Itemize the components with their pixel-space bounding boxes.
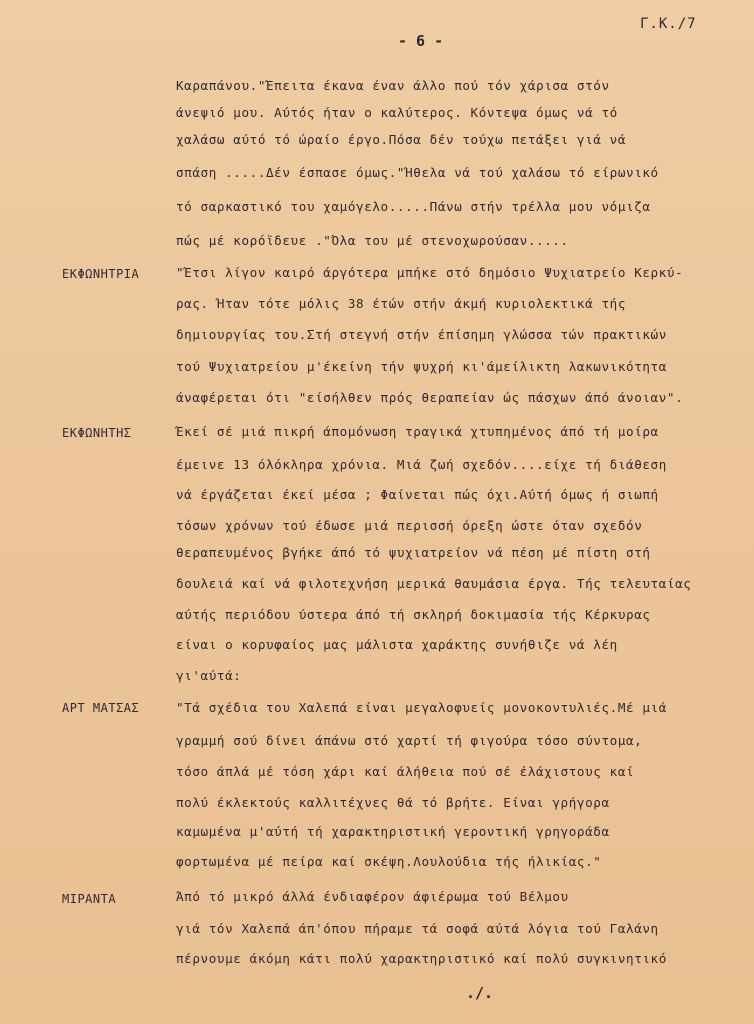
text-line: Καραπάνου."Έπειτα έκανα έναν άλλο πού τόν χάρισα στόν — [176, 78, 610, 93]
text-line: "Τά σχέδια του Χαλεπά είναι μεγαλοφυείς μονοκοντυλιές.Μέ μιά — [176, 700, 667, 715]
text-line: ρας. Ήταν τότε μόλις 38 έτών στήν άκμή κυριολεκτικά τής — [176, 296, 627, 311]
continuation-mark: ./. — [466, 984, 494, 1002]
text-line: τόσο άπλά μέ τόση χάρι καί άλήθεια πού σέ έλάχιστους καί — [176, 764, 635, 779]
text-line: φορτωμένα μέ πείρα καί σκέψη.Λουλούδια τής ήλικίας." — [176, 854, 602, 869]
text-line: πώς μέ κορόϊδευε ."Όλα του μέ στενοχωρούσαν..... — [176, 233, 569, 248]
document-reference: Γ.Κ./7 — [640, 16, 697, 32]
text-line: τόσων χρόνων τού έδωσε μιά περισσή όρεξη ώστε όταν σχεδόν — [176, 518, 643, 533]
text-line: άνεψιό μου. Αύτός ήταν ο καλύτερος. Κόντεψα όμως νά τό — [176, 105, 618, 120]
text-line: Έκεί σέ μιά πικρή άπομόνωση τραγικά χτυπημένος άπό τή μοίρα — [176, 424, 659, 439]
speaker-label: ΕΚΦΩΝΗΤΡΙΑ — [62, 267, 140, 281]
speaker-label: ΕΚΦΩΝΗΤΗΣ — [62, 426, 132, 440]
text-line: θεραπευμένος βγήκε άπό τό ψυχιατρείον νά πέση μέ πίστη στή — [176, 545, 651, 560]
text-line: δημιουργίας του.Στή στεγνή στήν έπίσημη γλώσσα τών πρακτικών — [176, 327, 667, 342]
speaker-label: ΑΡΤ ΜΑΤΣΑΣ — [62, 701, 140, 715]
text-line: πολύ έκλεκτούς καλλιτέχνες θά τό βρήτε. Είναι γρήγορα — [176, 795, 610, 810]
text-line: γι'αύτά: — [176, 668, 242, 683]
text-line: αύτής περιόδου ύστερα άπό τή σκληρή δοκιμασία τής Κέρκυρας — [176, 607, 651, 622]
text-line: τού Ψυχιατρείου μ'έκείνη τήν ψυχρή κι'άμείλικτη λακωνικότητα — [176, 359, 667, 374]
text-line: άναφέρεται ότι "είσήλθεν πρός θεραπείαν ώς πάσχων άπό άνοιαν". — [176, 390, 684, 405]
text-line: χαλάσω αύτό τό ώραίο έργο.Πόσα δέν τούχω πετάξει γιά νά — [176, 132, 627, 147]
text-line: γραμμή σού δίνει άπάνω στό χαρτί τή φιγούρα τόσο σύντομα, — [176, 733, 643, 748]
text-line: δουλειά καί νά φιλοτεχνήση μερικά θαυμάσια έργα. Τής τελευταίας — [176, 576, 692, 591]
text-line: είναι ο κορυφαίος μας μάλιστα χαράκτης συνήθιζε νά λέη — [176, 637, 618, 652]
text-line: καμωμένα μ'αύτή τή χαρακτηριστική γεροντική γρηγοράδα — [176, 824, 610, 839]
text-line: πέρνουμε άκόμη κάτι πολύ χαρακτηριστικό καί πολύ συγκινητικό — [176, 951, 667, 966]
text-line: νά έργάζεται έκεί μέσα ; Φαίνεται πώς όχι.Αύτή όμως ή σιωπή — [176, 487, 659, 502]
text-line: "Έτσι λίγον καιρό άργότερα μπήκε στό δημόσιο Ψυχιατρείο Κερκύ- — [176, 265, 684, 280]
text-line: σπάση .....Δέν έσπασε όμως."Ήθελα νά τού χαλάσω τό είρωνικό — [176, 165, 659, 180]
text-line: γιά τόν Χαλεπά άπ'όπου πήραμε τά σοφά αύτά λόγια τού Γαλάνη — [176, 921, 659, 936]
speaker-label: ΜΙΡΑΝΤΑ — [62, 892, 117, 906]
page-number: - 6 - — [398, 32, 444, 50]
text-line: έμεινε 13 όλόκληρα χρόνια. Μιά ζωή σχεδόν....είχε τή διάθεση — [176, 457, 667, 472]
text-line: τό σαρκαστικό του χαμόγελο.....Πάνω στήν τρέλλα μου νόμιζα — [176, 199, 651, 214]
text-line: Άπό τό μικρό άλλά ένδιαφέρον άφιέρωμα τού Βέλμου — [176, 889, 569, 904]
